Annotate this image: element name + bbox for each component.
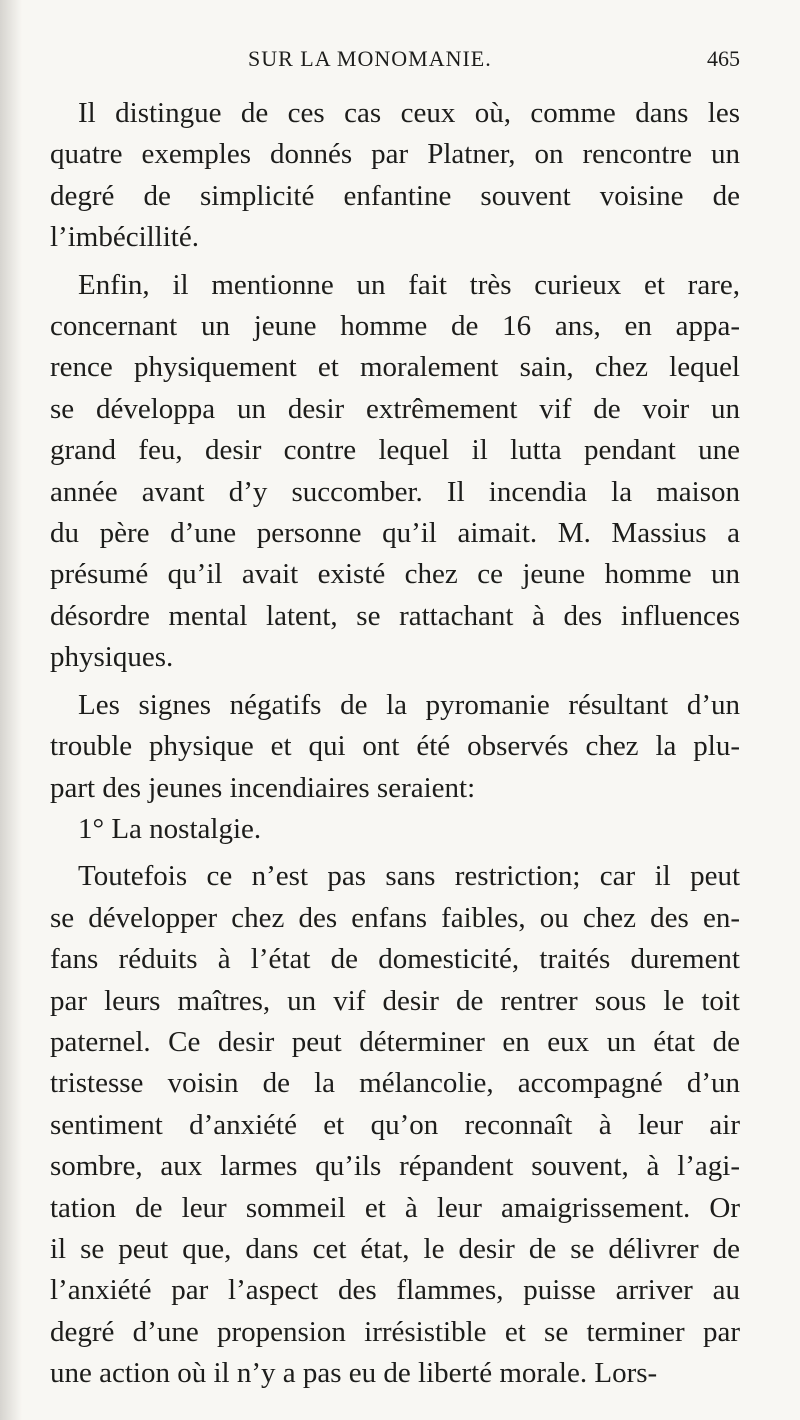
text-line: sombre, aux larmes qu’ils répandent souvent, à l’agi- bbox=[50, 1150, 740, 1183]
text-line: part des jeunes incendiaires seraient: bbox=[50, 771, 476, 804]
text-line: se développer chez des enfans faibles, ou chez des en- bbox=[50, 901, 740, 934]
text-line: concernant un jeune homme de 16 ans, en appa- bbox=[50, 310, 740, 343]
text-line: présumé qu’il avait existé chez ce jeune homme un bbox=[50, 558, 740, 591]
text-line: grand feu, desir contre lequel il lutta pendant une bbox=[50, 434, 740, 467]
text-line: 1° La nostalgie. bbox=[78, 812, 262, 845]
text-line: physiques. bbox=[50, 641, 174, 674]
page-header bbox=[50, 42, 740, 78]
paragraph bbox=[50, 856, 740, 1394]
text-line: du père d’une personne qu’il aimait. M. Massius a bbox=[50, 517, 740, 550]
body-text bbox=[50, 93, 740, 1395]
text-line: tation de leur sommeil et à leur amaigrissement. Or bbox=[50, 1191, 740, 1224]
text-line: fans réduits à l’état de domesticité, traités durement bbox=[50, 943, 740, 976]
text-line: par leurs maîtres, un vif desir de rentrer sous le toit bbox=[50, 984, 740, 1017]
text-line: trouble physique et qui ont été observés chez la plu- bbox=[50, 730, 740, 763]
text-line: rence physiquement et moralement sain, chez lequel bbox=[50, 351, 740, 384]
page-number: 465 bbox=[707, 46, 740, 71]
text-line: sentiment d’anxiété et qu’on reconnaît à leur air bbox=[50, 1108, 740, 1141]
text-line: l’imbécillité. bbox=[50, 221, 199, 254]
text-line: Enfin, il mentionne un fait très curieux et rare, bbox=[78, 268, 740, 301]
text-line: Toutefois ce n’est pas sans restriction; car il peut bbox=[78, 860, 740, 893]
paragraph bbox=[50, 93, 740, 259]
text-line: tristesse voisin de la mélancolie, accompagné d’un bbox=[50, 1067, 740, 1100]
page-edge-shadow bbox=[0, 0, 22, 1420]
paragraph bbox=[50, 265, 740, 679]
text-line: Il distingue de ces cas ceux où, comme dans les bbox=[78, 97, 740, 129]
text-line: degré d’une propension irrésistible et se terminer par bbox=[50, 1315, 740, 1348]
text-line: Les signes négatifs de la pyromanie résultant d’un bbox=[78, 688, 740, 721]
text-line: une action où il n’y a pas eu de liberté morale. Lors- bbox=[50, 1357, 658, 1390]
running-head: SUR LA MONOMANIE. bbox=[248, 46, 492, 71]
text-line: paternel. Ce desir peut déterminer en eux un état de bbox=[50, 1025, 740, 1058]
paragraph bbox=[50, 809, 740, 850]
text-line: il se peut que, dans cet état, le desir de se délivrer de bbox=[50, 1232, 740, 1265]
text-line: désordre mental latent, se rattachant à des influences bbox=[50, 599, 740, 632]
text-line: année avant d’y succomber. Il incendia la maison bbox=[50, 475, 740, 508]
text-line: degré de simplicité enfantine souvent voisine de bbox=[50, 179, 740, 212]
text-line: l’anxiété par l’aspect des flammes, puisse arriver au bbox=[50, 1274, 740, 1307]
text-line: quatre exemples donnés par Platner, on rencontre un bbox=[50, 138, 740, 171]
text-line: se développa un desir extrêmement vif de voir un bbox=[50, 392, 740, 425]
paragraph bbox=[50, 685, 740, 809]
